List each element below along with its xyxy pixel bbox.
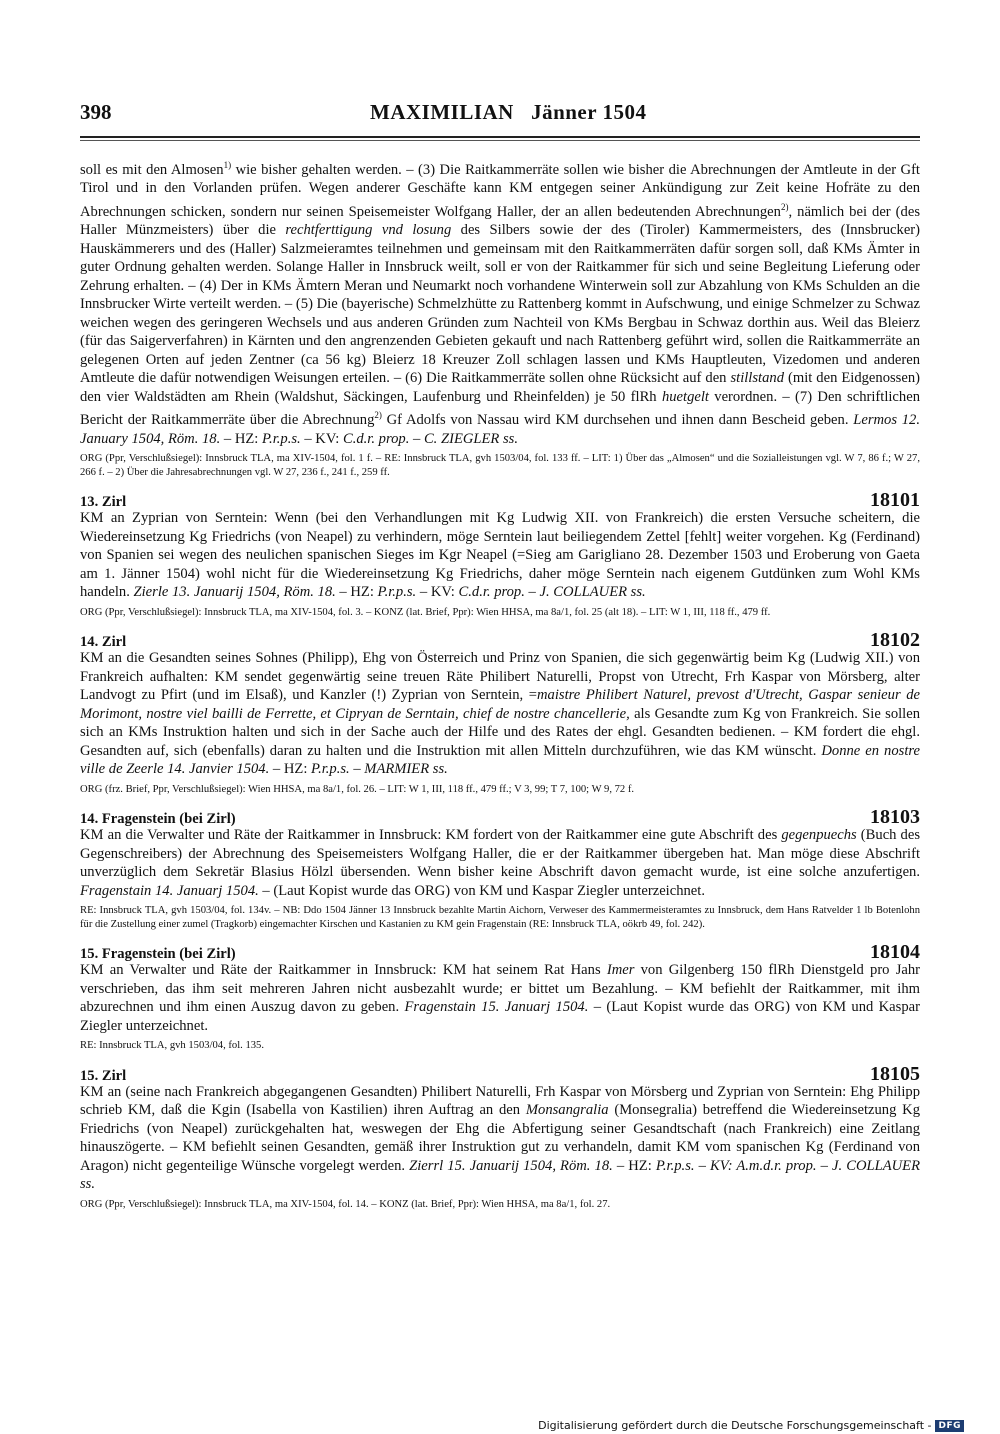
entry-place: 13. Zirl <box>80 494 127 511</box>
dfg-logo: DFG <box>935 1420 964 1432</box>
entry-note: ORG (Ppr, Verschlußsiegel): Innsbruck TLA, ma XIV-1504, fol. 14. – KONZ (lat. Brief, Ppr): Wien HHSA, ma 8a/1, fol. 27. <box>80 1198 611 1210</box>
document-page <box>80 100 920 1211</box>
entry-note: RE: Innsbruck TLA, gvh 1503/04, fol. 134v. – NB: Ddo 1504 Jänner 13 Innsbruck bezahlte Martin Aichorn, Verweser des Kammermeisteramtes zu Innsbruck, dem Hans Ratvelder 1 lb Botenlohn für die Zustellung einer zumel (Tragkorb) eingemachter Kirschen und Kastanien zu KM gein Fragenstain (RE: Innsbruck TLA, oökrb 49, fol. 242). <box>80 905 920 930</box>
entry-place: 14. Fragenstein (bei Zirl) <box>80 811 236 828</box>
entry-18105 <box>80 1063 920 1212</box>
entry-18101 <box>80 489 920 619</box>
entry-18103 <box>80 806 920 931</box>
entry-note: RE: Innsbruck TLA, gvh 1503/04, fol. 135. <box>80 1040 265 1052</box>
entry-note: ORG (frz. Brief, Ppr, Verschlußsiegel): Wien HHSA, ma 8a/1, fol. 26. – LIT: W 1, III, 118 ff., 479 ff.; V 3, 99; T 7, 100; W 9, 72 f. <box>80 783 635 795</box>
entry-number: 18105 <box>870 1062 920 1085</box>
funding-footer <box>538 1419 964 1432</box>
entry-number: 18101 <box>870 489 920 512</box>
entry-18104 <box>80 941 920 1053</box>
entry-place: 15. Fragenstein (bei Zirl) <box>80 946 236 963</box>
entry-place: 14. Zirl <box>80 634 127 651</box>
running-title: MAXIMILIAN Jänner 1504 <box>370 100 647 124</box>
entry-place: 15. Zirl <box>80 1067 127 1084</box>
page-header <box>80 100 920 138</box>
page-number: 398 <box>80 100 112 124</box>
footer-text: Digitalisierung gefördert durch die Deutsche Forschungsgemeinschaft - <box>538 1419 932 1432</box>
intro-note: ORG (Ppr, Verschlußsiegel): Innsbruck TLA, ma XIV-1504, fol. 1 f. – RE: Innsbruck TLA, gvh 1503/04, fol. 133 ff. – LIT: 1) Über das „Almosen“ und die Sozialleistungen vgl. W 7, 86 f.; W 27, 266 f. – 2) Über die Jahresabrechnungen vgl. W 27, 236 f., 241 f., 259 ff. <box>80 453 920 478</box>
entry-text: KM an Zyprian von Serntein: Wenn (bei den Verhandlungen mit Kg Ludwig XII. von Frankreich) die ersten Versuche scheitern, die Wiedereinsetzung Kg Friedrichs (von Neapel) zu verhindern, möge Serntein laut beiliegendem Zettel [fehlt] weiter vorgehen. Kg (Ferdinand) von Spanien sei wegen des neulichen spanischen Sieges im Kgr Neapel (=Sieg am Garigliano 28. Dezember 1503 und Eroberung von Gaeta am 1. Jänner 1504) wohl nicht für die Wiedereinsetzung Kg Friedrichs, daher möge Serntein nach eigenem Gutdünken zum Wohl KMs handeln. Zierle 13. Januarij 1504, Röm. 18. – HZ: P.r.p.s. – KV: C.d.r. prop. – J. COLLAUER ss. <box>80 510 920 601</box>
entry-18102 <box>80 629 920 796</box>
entry-number: 18104 <box>870 941 920 964</box>
entry-text: KM an Verwalter und Räte der Raitkammer in Innsbruck: KM hat seinem Rat Hans Imer von Gilgenberg 150 flRh Dienstgeld pro Jahr verschrieben, das ihm seit mehreren Jahren nicht ausbezahlt wurde; er bittet um Bezahlung. – KM befiehlt der Raitkammer, mit ihm abzurechnen und ihm einen Auszug davon zu geben. Fragenstain 15. Januarj 1504. – (Laut Kopist wurde das ORG) von KM und Kaspar Ziegler unterzeichnet. <box>80 962 921 1034</box>
entry-text: KM an die Gesandten seines Sohnes (Philipp), Ehg von Österreich und Prinz von Spanien, die sich gegenwärtig beim Kg (Ludwig XII.) von Frankreich aufhalten: KM sendet gegenwärtig seine treuen Räte Philibert Naturelli, Propst von Utrecht, Frh Kaspar von Mörsberg, alter Landvogt zu Pfirt (und im Elsaß), und Kanzler (!) Zyprian von Serntein, =maistre Philibert Naturel, prevost d'Utrecht, Gaspar senieur de Morimont, nostre viel bailli de Ferrette, et Cipryan de Serntain, chief de nostre chancellerie, als Gesandte zum Kg von Frankreich. Sie sollen sich an KMs Instruktion halten und sich in der Sache auch der Hilfe und des Rates der ehgl. Gesandten bedienen. – KM fordert die ehgl. Gesandten auf, sich (ebenfalls) daran zu halten und die Instruktion mit allen Mitteln durchzuführen, wie das KM wünscht. Donne en nostre ville de Zeerle 14. Janvier 1504. – HZ: P.r.p.s. – MARMIER ss. <box>80 650 921 778</box>
entry-text: KM an die Verwalter und Räte der Raitkammer in Innsbruck: KM fordert von der Raitkammer eine gute Abschrift des gegenpuechs (Buch des Gegenschreibers) der Abrechnung des Speisemeisters Wolfgang Haller, die er der Raitkammer übergeben hat. Man möge diese Abschrift unverzüglich dem Sekretär Blasius Hölzl übersenden. Wenn bisher keine Abschrift davon gemacht wurde, ist eine solche anzufertigen. Fragenstain 14. Januarj 1504. – (Laut Kopist wurde das ORG) von KM und Kaspar Ziegler unterzeichnet. <box>80 827 920 899</box>
intro-paragraph: soll es mit den Almosen$^{1)}$ wie bisher gehalten werden. – (3) Die Raitkammerräte sollen wie bisher die Abrechnungen der Amtleute in der Gft Tirol und in den Vorlanden prüfen. Wegen anderer Geschäfte kann KM entgegen seiner Ankündigung zur Zeit keine Hofräte zu den Abrechnungen schicken, sondern nur seinen Speisemeister Wolfgang Haller, der an allen bedeutenden Abrechnungen$^{2)}$, nämlich bei der (des Haller Münzmeisters) über die rechtferttigung vnd losung des Silbers sowie der des (Tiroler) Kammermeisters, des (Innsbrucker) Hauskämmerers und des (Haller) Salzmeieramtes teilnehmen und gemeinsam mit den Raitkammerräten dafür sorgen soll, daß KMs Ämter in guter Ordnung gehalten werden. Solange Haller in Innsbruck weilt, soll er von der Raitkammer für sich und seine Begleitung Lieferung oder Zehrung erhalten. – (4) Der in KMs Ämtern Meran und Neumarkt noch vorhandene Winterwein soll zur Abzahlung von KMs Schulden an die Innsbrucker Wirte verteilt werden. – (5) Die (bayerische) Schmelzhütte zu Rattenberg kommt in Aufschwung, und einige Schmelzer zu Schwaz weichen wegen des geringeren Wechsels und aus anderen Gründen zum Nachteil von KMs Bergbau in Schwaz dorthin aus. Weil das Bleierz (für das Saigerverfahren) in Kärnten und den angrenzenden Gebieten gekauft und nach Rattenberg geführt wird, sollen die Raitkammerräte an gelegenen Orten auf jeden Zentner (ca 56 kg) Bleierz 18 Kreuzer Zoll schlagen lassen und KMs Hauptleuten, Vizedomen und anderen Amtleute die dafür notwendigen Weisungen erteilen. – (6) Die Raitkammerräte sollen ohne Rücksicht auf den stillstand (mit den Eidgenossen) den vier Waldstädten am Rhein (Waldshut, Säckingen, Laufenburg und Rheinfelden) je 50 flRh huetgelt verordnen. – (7) Den schriftlichen Bericht der Raitkammerräte über die Abrechnung$^{2)}$ Gf Adolfs von Nassau wird KM durchsehen und ihnen dann Bescheid geben. Lermos 12. January 1504, Röm. 18. – HZ: P.r.p.s. – KV: C.d.r. prop. – C. ZIEGLER ss. <box>80 160 921 447</box>
entry-number: 18102 <box>870 629 920 652</box>
entry-note: ORG (Ppr, Verschlußsiegel): Innsbruck TLA, ma XIV-1504, fol. 3. – KONZ (lat. Brief, Ppr): Wien HHSA, ma 8a/1, fol. 25 (alt 18). – LIT: W 1, III, 118 ff., 479 ff. <box>80 606 771 618</box>
entry-number: 18103 <box>870 806 920 829</box>
entry-text: KM an (seine nach Frankreich abgegangenen Gesandten) Philibert Naturelli, Frh Kaspar von Mörsberg und Zyprian von Serntein: Ehg Philipp schrieb KM, daß die Kgin (Isabella von Kastilien) ihren Auftrag an den Monsangralia (Monsegralia) betreffend die Wiedereinsetzung Kg Friedrichs (von Neapel) zurückgehalten hat, weswegen der Ehg die Abfertigung seiner Gesandtschaft (nach Frankreich) eine Zeitlang hinauszögerte. – KM befiehlt seinen Gesandten, gemäß ihrer Instruktion gut zu verhandeln, damit KM vom spanischen Kg (Ferdinand von Aragon) nicht gegenteilige Wünsche vorgelegt werden. Zierrl 15. Januarij 1504, Röm. 18. – HZ: P.r.p.s. – KV: A.m.d.r. prop. – J. COLLAUER ss. <box>80 1083 921 1193</box>
